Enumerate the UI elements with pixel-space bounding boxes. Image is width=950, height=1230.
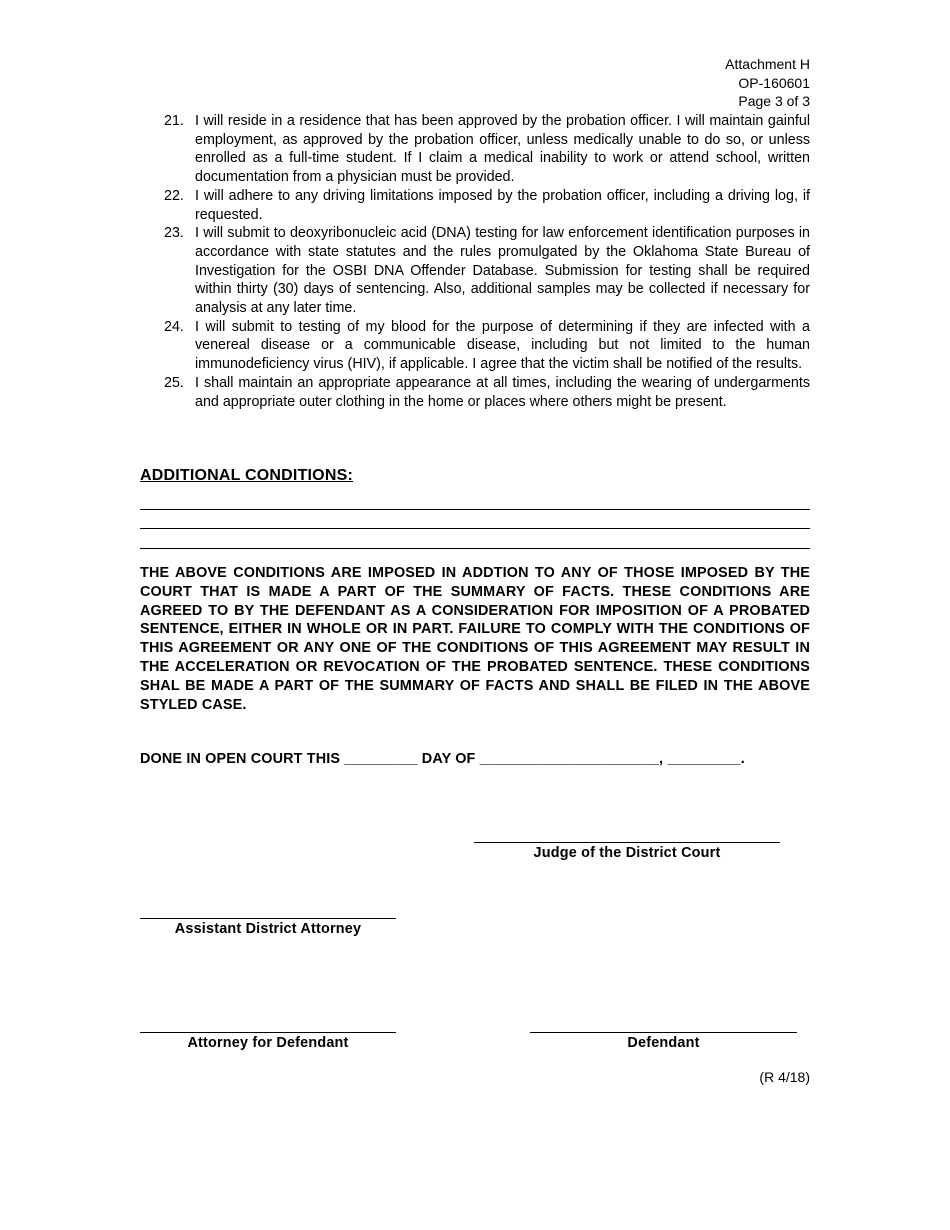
condition-number: 22. xyxy=(164,187,184,204)
judge-signature-label: Judge of the District Court xyxy=(533,845,721,861)
attachment-label: Attachment H xyxy=(725,56,810,72)
condition-item xyxy=(164,374,810,411)
condition-number: 24. xyxy=(164,318,184,335)
form-number: OP-160601 xyxy=(738,74,810,91)
ada-signature-block xyxy=(140,904,396,937)
condition-text: I will submit to deoxyribonucleic acid (DNA) testing for law enforcement identification purposes in accordance with state statutes and the rules promulgated by the Oklahoma State Bureau of Investigation for the OSBI DNA Offender Database. Submission for testing shall be required within thirty (30) days of sentencing. Also, additional samples may be collected if necessary for analysis at any later time. xyxy=(195,225,810,317)
additional-conditions-title: ADDITIONAL CONDITIONS: xyxy=(140,467,353,484)
blank-line[interactable] xyxy=(140,490,810,510)
ada-signature-line[interactable] xyxy=(140,904,396,919)
condition-item xyxy=(164,224,810,318)
ada-signature-label: Assistant District Attorney xyxy=(174,921,362,937)
condition-text: I shall maintain an appropriate appearance at all times, including the wearing of undergarments and appropriate outer clothing in the home or places where others might be present. xyxy=(195,374,810,410)
additional-conditions-blanks xyxy=(140,490,810,549)
condition-number: 25. xyxy=(164,374,184,391)
done-in-open-court-line: DONE IN OPEN COURT THIS _________ DAY OF ______________________, _________. xyxy=(140,751,745,767)
conditions-list xyxy=(164,112,810,411)
condition-item xyxy=(164,187,810,224)
defense-attorney-signature-block xyxy=(140,1018,396,1051)
condition-text: I will reside in a residence that has been approved by the probation officer. I will maintain gainful employment, as approved by the probation officer, unless medically unable to do so, or unless enrolled as a full-time student. If I claim a medical inability to work or attend school, written documentation from a physician must be provided. xyxy=(195,113,810,186)
condition-text: I will adhere to any driving limitations imposed by the probation officer, including a driving log, if requested. xyxy=(195,187,810,223)
page-number: Page 3 of 3 xyxy=(738,93,810,109)
condition-number: 23. xyxy=(164,225,184,242)
judge-signature-block xyxy=(474,828,780,861)
defense-attorney-signature-label: Attorney for Defendant xyxy=(187,1035,349,1051)
blank-line[interactable] xyxy=(140,529,810,549)
judge-signature-line[interactable] xyxy=(474,828,780,843)
document-header xyxy=(725,55,810,111)
condition-number: 21. xyxy=(164,113,184,129)
defendant-signature-line[interactable] xyxy=(530,1018,797,1033)
condition-text: I will submit to testing of my blood for the purpose of determining if they are infected with a venereal disease or a communicable disease, including but not limited to the human immunodeficiency virus (HIV), if applicable. I agree that the victim shall be notified of the results. xyxy=(195,318,810,373)
conditions-statement: THE ABOVE CONDITIONS ARE IMPOSED IN ADDTION TO ANY OF THOSE IMPOSED BY THE COURT THAT IS MADE A PART OF THE SUMMARY OF FACTS. THESE CONDITIONS ARE AGREED TO BY THE DEFENDANT AS A CONSIDERATION FOR IMPOSITION OF A PROBATED SENTENCE, EITHER IN WHOLE OR IN PART. FAILURE TO COMPLY WITH THE CONDITIONS OF THIS AGREEMENT OR ANY ONE OF THE CONDITIONS OF THIS AGREEMENT MAY RESULT IN THE ACCELERATION OR REVOCATION OF THE PROBATED SENTENCE. THESE CONDITIONS SHAL BE MADE A PART OF THE SUMMARY OF FACTS AND SHALL BE FILED IN THE ABOVE STYLED CASE. xyxy=(140,565,810,713)
defendant-signature-block xyxy=(530,1018,797,1051)
defendant-signature-label: Defendant xyxy=(627,1035,700,1051)
condition-item xyxy=(164,112,810,187)
condition-item xyxy=(164,318,810,374)
blank-line[interactable] xyxy=(140,510,810,530)
defense-attorney-signature-line[interactable] xyxy=(140,1018,396,1033)
revision-code: (R 4/18) xyxy=(759,1069,810,1085)
